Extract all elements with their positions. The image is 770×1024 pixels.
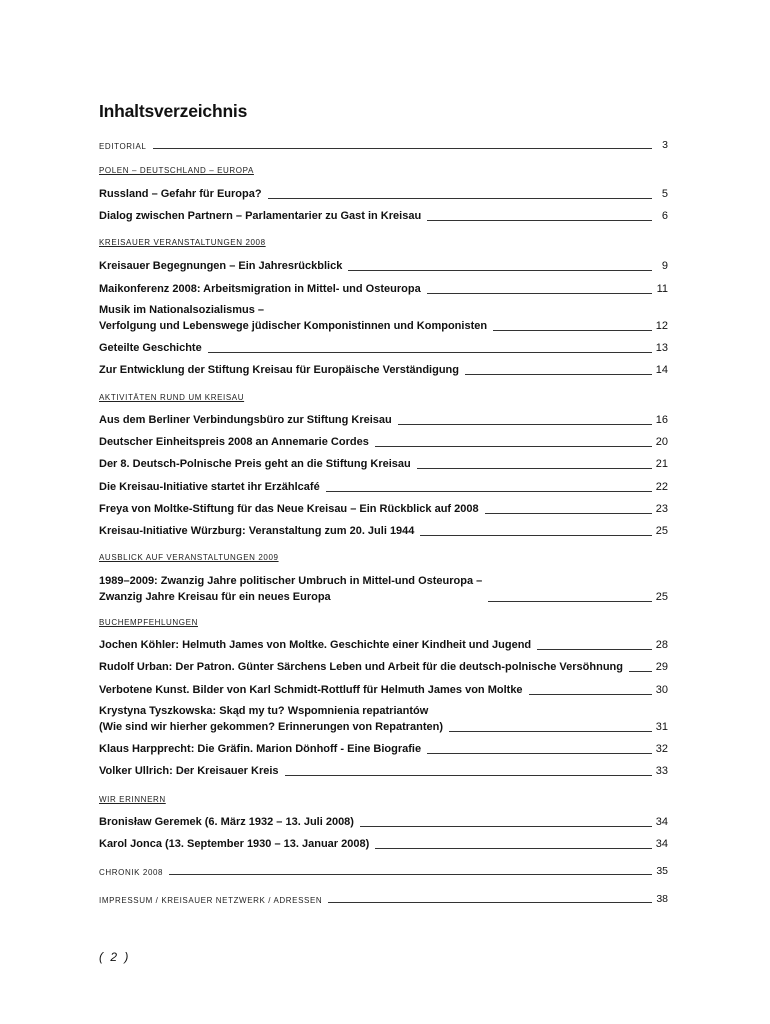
toc-entry-title: Dialog zwischen Partnern – Parlamentarier zu Gast in Kreisau xyxy=(99,210,422,222)
leader-line xyxy=(427,753,652,754)
toc-entry-title: EDITORIAL xyxy=(99,142,147,151)
toc-entry-title: Verbotene Kunst. Bilder von Karl Schmidt-Rottluff für Helmuth James von Moltke xyxy=(99,684,523,696)
toc-page-number: 28 xyxy=(655,639,668,651)
page-title: Inhaltsverzeichnis xyxy=(99,101,248,121)
toc-page-number: 13 xyxy=(655,342,668,354)
toc-entry[interactable] xyxy=(99,682,668,698)
leader-line xyxy=(427,293,652,294)
toc-entry-title: Bronisław Geremek (6. März 1932 – 13. Juli 2008) xyxy=(99,816,354,828)
toc-page-number: 11 xyxy=(656,283,668,295)
leader-line xyxy=(169,874,652,875)
toc-page-number: 38 xyxy=(656,893,668,905)
toc-entry-title: Deutscher Einheitspreis 2008 an Annemarie Cordes xyxy=(99,436,369,448)
toc-page-number: 33 xyxy=(655,765,668,777)
toc-entry-chronik[interactable] xyxy=(99,865,668,877)
leader-line xyxy=(493,330,652,331)
toc-entry-title: 1989–2009: Zwanzig Jahre politischer Umbruch in Mittel-und Osteuropa – Zwanzig Jahre Kreisau für ein neues Europa xyxy=(99,575,483,603)
toc-page-number: 25 xyxy=(655,591,668,603)
toc-entry-title: Krystyna Tyszkowska: Skąd my tu? Wspomnienia repatriantów (Wie sind wir hierher gekommen? Erinnerungen von Repatranten) xyxy=(99,705,444,733)
toc-entry[interactable] xyxy=(99,659,668,675)
leader-line xyxy=(268,198,652,199)
toc-page-number: 5 xyxy=(661,188,668,200)
toc-entry-title: Maikonferenz 2008: Arbeitsmigration in Mittel- und Osteuropa xyxy=(99,283,421,295)
toc-entry-title: Freya von Moltke-Stiftung für das Neue Kreisau – Ein Rückblick auf 2008 xyxy=(99,503,479,515)
page-number-footer: ( 2 ) xyxy=(99,950,131,964)
toc-entry[interactable] xyxy=(99,258,668,274)
toc-entry[interactable] xyxy=(99,763,668,779)
toc-entry-title: Der 8. Deutsch-Polnische Preis geht an die Stiftung Kreisau xyxy=(99,458,411,470)
toc-entry-impressum[interactable] xyxy=(99,893,668,905)
toc-entry[interactable] xyxy=(99,523,668,539)
toc-entry-title: IMPRESSUM / KREISAUER NETZWERK / ADRESSEN xyxy=(99,896,323,905)
toc-entry[interactable] xyxy=(99,573,668,605)
toc-entry[interactable] xyxy=(99,703,668,735)
toc-entry-title: Rudolf Urban: Der Patron. Günter Särchens Leben und Arbeit für die deutsch-polnische Versöhnung xyxy=(99,661,623,673)
toc-entry-title: Kreisau-Initiative Würzburg: Veranstaltung zum 20. Juli 1944 xyxy=(99,525,415,537)
leader-line xyxy=(537,649,652,650)
leader-line xyxy=(485,513,652,514)
toc-entry[interactable] xyxy=(99,362,668,378)
toc-entry[interactable] xyxy=(99,340,668,356)
leader-line xyxy=(328,902,652,903)
toc-page-number: 21 xyxy=(655,458,668,470)
toc-entry[interactable] xyxy=(99,412,668,428)
toc-entry[interactable] xyxy=(99,637,668,653)
toc-page-number: 32 xyxy=(655,743,668,755)
toc-page-number: 14 xyxy=(655,364,668,376)
toc-entry[interactable] xyxy=(99,208,668,224)
toc-entry[interactable] xyxy=(99,281,668,297)
section-heading-veranstaltungen: KREISAUER VERANSTALTUNGEN 2008 xyxy=(99,238,266,247)
toc-entry-title: Karol Jonca (13. September 1930 – 13. Januar 2008) xyxy=(99,838,370,850)
toc-page-number: 22 xyxy=(655,481,668,493)
table-of-contents xyxy=(99,0,668,1024)
toc-entry[interactable] xyxy=(99,302,668,334)
section-heading-ausblick: AUSBLICK AUF VERANSTALTUNGEN 2009 xyxy=(99,553,279,562)
leader-line xyxy=(488,601,651,602)
toc-entry-title: Kreisauer Begegnungen – Ein Jahresrückblick xyxy=(99,260,343,272)
section-heading-buch: BUCHEMPFEHLUNGEN xyxy=(99,618,198,627)
toc-entry[interactable] xyxy=(99,836,668,852)
toc-page-number: 20 xyxy=(655,436,668,448)
toc-page-number: 31 xyxy=(655,721,668,733)
toc-entry-title: Volker Ullrich: Der Kreisauer Kreis xyxy=(99,765,279,777)
leader-line xyxy=(375,446,652,447)
toc-entry[interactable] xyxy=(99,479,668,495)
leader-line xyxy=(153,148,653,149)
toc-page-number: 16 xyxy=(655,414,668,426)
toc-entry-title: Zur Entwicklung der Stiftung Kreisau für Europäische Verständigung xyxy=(99,364,459,376)
toc-page-number: 12 xyxy=(655,320,668,332)
leader-line xyxy=(398,424,652,425)
section-heading-aktivitaeten: AKTIVITÄTEN RUND UM KREISAU xyxy=(99,393,245,402)
toc-page-number: 34 xyxy=(655,838,668,850)
toc-page-number: 23 xyxy=(655,503,668,515)
section-heading-erinnern: WIR ERINNERN xyxy=(99,795,166,804)
section-heading-polen: POLEN – DEUTSCHLAND – EUROPA xyxy=(99,166,254,175)
toc-entry-title: Jochen Köhler: Helmuth James von Moltke. Geschichte einer Kindheit und Jugend xyxy=(99,639,532,651)
toc-entry-title: Geteilte Geschichte xyxy=(99,342,202,354)
toc-page-number: 30 xyxy=(655,684,668,696)
toc-page-number: 25 xyxy=(655,525,668,537)
leader-line xyxy=(465,374,652,375)
leader-line xyxy=(427,220,652,221)
toc-page-number: 3 xyxy=(662,139,668,151)
leader-line xyxy=(629,671,652,672)
leader-line xyxy=(326,491,652,492)
toc-entry-title: Klaus Harpprecht: Die Gräfin. Marion Dönhoff - Eine Biografie xyxy=(99,743,422,755)
leader-line xyxy=(375,848,651,849)
toc-page-number: 29 xyxy=(655,661,668,673)
toc-entry[interactable] xyxy=(99,186,668,202)
leader-line xyxy=(417,468,652,469)
toc-entry[interactable] xyxy=(99,814,668,830)
toc-entry[interactable] xyxy=(99,501,668,517)
leader-line xyxy=(529,694,652,695)
leader-line xyxy=(348,270,652,271)
toc-entry-title: Musik im Nationalsozialismus – Verfolgung und Lebenswege jüdischer Komponistinnen und Komponisten xyxy=(99,304,488,332)
toc-entry[interactable] xyxy=(99,456,668,472)
toc-entry-title: Aus dem Berliner Verbindungsbüro zur Stiftung Kreisau xyxy=(99,414,392,426)
toc-entry-title: CHRONIK 2008 xyxy=(99,868,164,877)
toc-entry[interactable] xyxy=(99,434,668,450)
leader-line xyxy=(360,826,652,827)
leader-line xyxy=(449,731,652,732)
leader-line xyxy=(285,775,652,776)
leader-line xyxy=(208,352,652,353)
toc-entry[interactable] xyxy=(99,741,668,757)
toc-entry-editorial[interactable] xyxy=(99,139,668,151)
toc-page-number: 9 xyxy=(661,260,668,272)
toc-page-number: 6 xyxy=(661,210,668,222)
toc-page-number: 34 xyxy=(655,816,668,828)
leader-line xyxy=(420,535,651,536)
toc-entry-title: Die Kreisau-Initiative startet ihr Erzählcafé xyxy=(99,481,320,493)
toc-page-number: 35 xyxy=(656,865,668,877)
toc-entry-title: Russland – Gefahr für Europa? xyxy=(99,188,262,200)
